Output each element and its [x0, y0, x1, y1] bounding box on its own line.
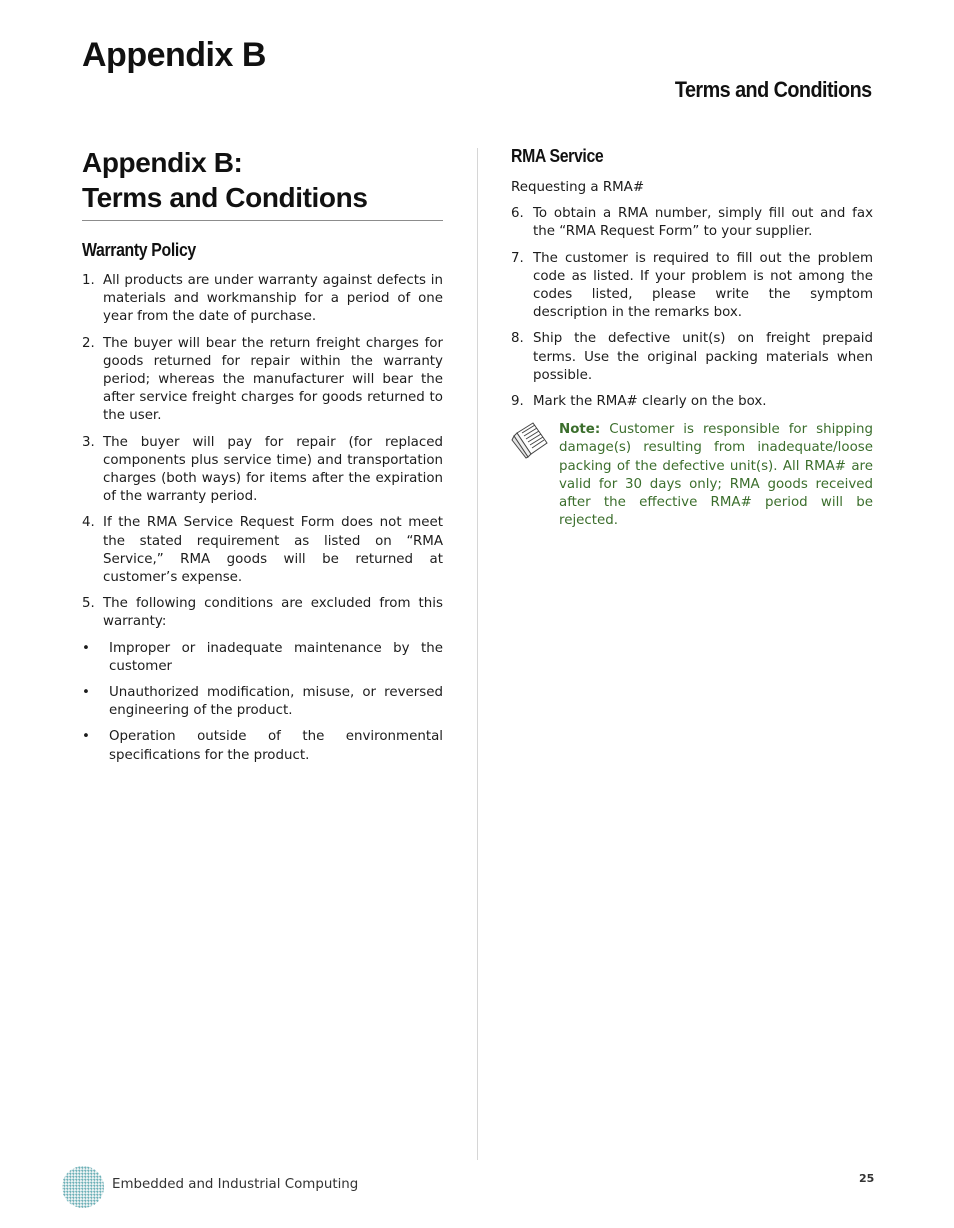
item-number: 4. — [82, 515, 95, 531]
globe-logo-icon — [60, 1163, 106, 1213]
note-label: Note: — [559, 422, 601, 438]
page-number: 25 — [859, 1172, 875, 1185]
list-item — [511, 205, 873, 241]
rma-service-heading: RMA Service — [511, 146, 604, 166]
item-number: 5. — [82, 596, 95, 612]
bullet-text: Improper or inadequate maintenance by the customer — [109, 640, 443, 674]
note-body: Customer is responsible for shipping damage(s) resulting from inadequate/loose packing of the defective unit(s). All RMA# are valid for 30 days only; RMA goods received after the effective RMA# period will be rejected. — [559, 422, 873, 529]
left-column — [82, 145, 443, 773]
list-item — [511, 330, 873, 385]
item-text: Ship the defective unit(s) on freight prepaid terms. Use the original packing materials when possible. — [533, 331, 873, 383]
note-text — [559, 421, 873, 530]
item-text: The buyer will pay for repair (for replaced components plus service time) and transportation charges (both ways) for items after the expiration of the warranty period. — [103, 434, 443, 505]
rma-intro: Requesting a RMA# — [511, 180, 645, 195]
item-number: 6. — [511, 206, 524, 222]
list-item — [511, 250, 873, 323]
warranty-policy-heading: Warranty Policy — [82, 240, 196, 260]
item-text: All products are under warranty against defects in materials and workmanship for a period of one year from the date of purchase. — [103, 273, 443, 325]
item-text: The buyer will bear the return freight charges for goods returned for repair within the warranty period; whereas the manufacturer will bear the after service freight charges for goods returned to the user. — [103, 335, 443, 424]
rma-list — [511, 205, 873, 411]
list-item — [82, 514, 443, 587]
bullet-item — [82, 684, 443, 720]
note-paper-icon — [511, 421, 559, 530]
bullet-mark: • — [82, 685, 90, 701]
list-item — [82, 335, 443, 426]
item-number: 1. — [82, 273, 95, 288]
note-block — [511, 421, 873, 530]
bullet-item — [82, 728, 443, 764]
item-number: 8. — [511, 331, 524, 347]
item-text: The following conditions are excluded from this warranty: — [103, 596, 443, 630]
column-divider — [477, 148, 478, 1160]
bullet-text: Unauthorized modification, misuse, or reversed engineering of the product. — [109, 685, 443, 719]
item-number: 3. — [82, 434, 95, 450]
bullet-item — [82, 640, 443, 676]
item-number: 7. — [511, 250, 524, 266]
item-text: The customer is required to fill out the problem code as listed. If your problem is not among the codes listed, please write the symptom description in the remarks box. — [533, 250, 873, 321]
list-item — [82, 272, 443, 327]
main-title-line2: Terms and Conditions — [82, 182, 368, 213]
bullet-mark: • — [82, 640, 90, 656]
main-title-line1: Appendix B: — [82, 147, 243, 178]
item-text: To obtain a RMA number, simply fill out and fax the “RMA Request Form” to your supplier. — [533, 206, 873, 240]
bullet-mark: • — [82, 729, 90, 745]
item-text: Mark the RMA# clearly on the box. — [533, 394, 767, 410]
item-number: 9. — [511, 394, 524, 410]
item-text: If the RMA Service Request Form does not meet the stated requirement as listed on “RMA Service,” RMA goods will be returned at customer’s expense. — [103, 515, 443, 586]
header-section-title: Terms and Conditions — [675, 77, 872, 102]
footer-tagline: Embedded and Industrial Computing — [112, 1177, 359, 1192]
main-title — [82, 145, 443, 221]
list-item — [82, 434, 443, 507]
item-number: 2. — [82, 335, 95, 351]
list-item — [82, 595, 443, 631]
bullet-text: Operation outside of the environmental specifications for the product. — [109, 729, 443, 763]
appendix-heading: Appendix B — [82, 36, 266, 74]
warranty-list — [82, 272, 443, 765]
right-column — [511, 146, 873, 530]
list-item — [511, 393, 873, 411]
